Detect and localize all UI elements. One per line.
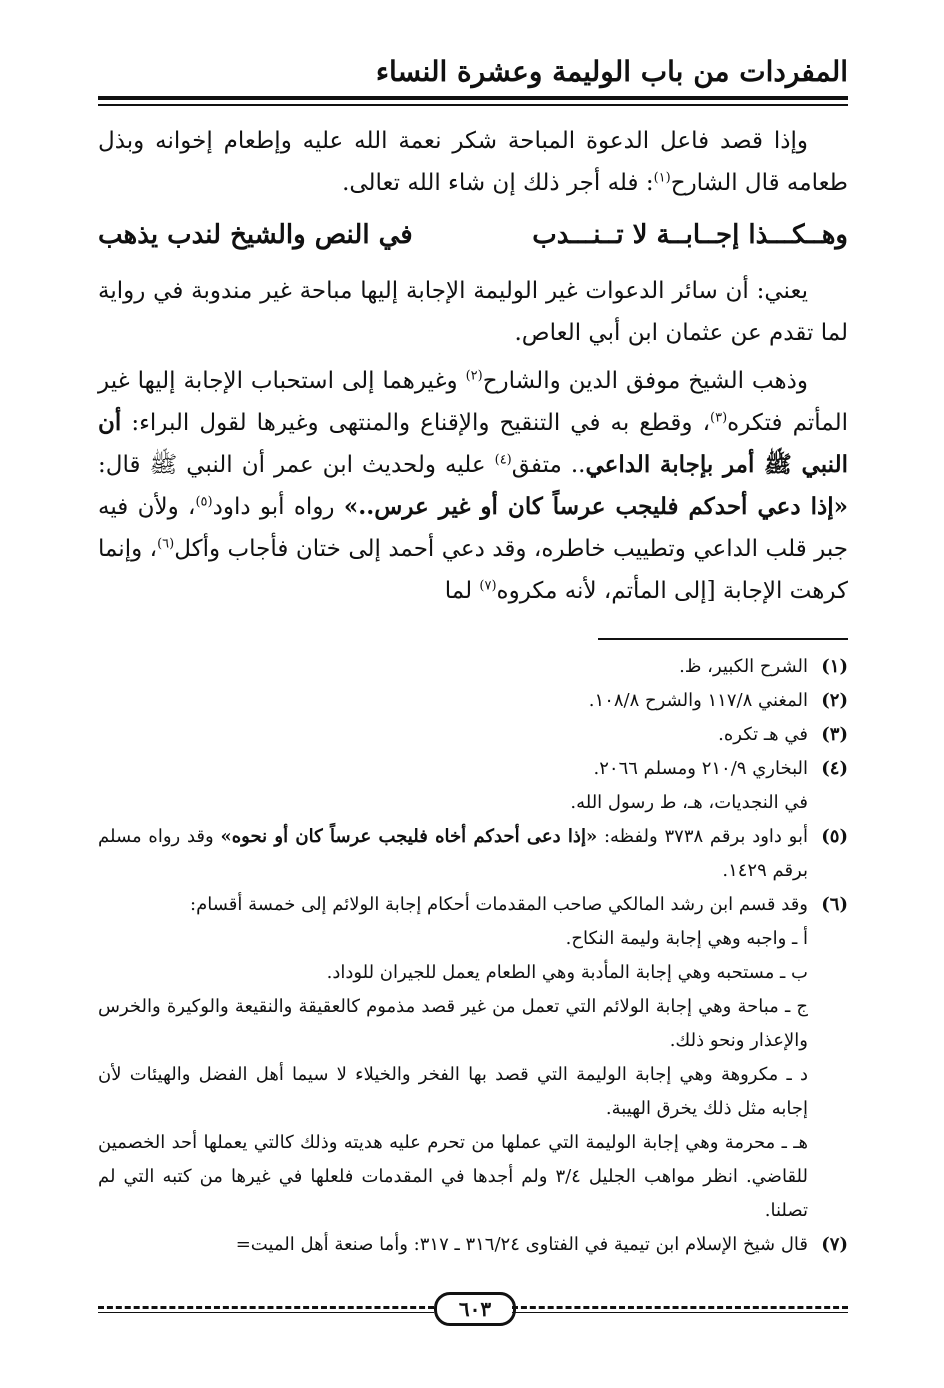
footnote-7	[98, 1228, 848, 1262]
footnote-text: البخاري ٢١٠/٩ ومسلم ٢٠٦٦.	[593, 758, 808, 779]
para2-text: يعني: أن سائر الدعوات غير الوليمة الإجابة إليها مباحة غير مندوبة في رواية لما تقدم عن عثمان ابن أبي العاص.	[98, 278, 848, 346]
footnote-4	[98, 752, 848, 820]
footnote-hadith-quote: «إذا دعى أحدكم أخاه فليجب عرساً كان أو نحوه»	[220, 826, 598, 847]
footer-thin-rule-right	[512, 1312, 848, 1313]
paragraph-3	[98, 360, 848, 612]
para3-text-b: وغيرهما إلى استحباب الإجابة إليها غير المأتم فتكره	[98, 368, 848, 436]
para1-text-b: : فله أجر ذلك إن شاء الله تعالى.	[342, 170, 654, 196]
footnote-6	[98, 888, 848, 1228]
footnote-text: في هـ تكره.	[718, 724, 808, 745]
footnote-text: وقد قسم ابن رشد المالكي صاحب المقدمات أحكام إجابة الولائم إلى خمسة أقسام:	[190, 894, 808, 915]
paragraph-2	[98, 270, 848, 354]
footnote-number: (٦)	[821, 894, 848, 915]
hadith-quote-2: «إذا دعي أحدكم فليجب عرساً كان أو غير عرس..»	[343, 493, 848, 520]
footnote-ref-3[interactable]: (٣)	[710, 410, 728, 426]
para3-text-g: ، ولأن فيه جبر قلب الداعي وتطييب خاطره، وقد دعي أحمد إلى ختان فأجاب وأكل	[98, 494, 848, 562]
footnote-number: (٢)	[821, 690, 848, 711]
para3-text-e: عليه ولحديث ابن عمر أن النبي ﷺ قال:	[98, 452, 495, 478]
header-rule-thin	[98, 104, 848, 106]
footnote-separator	[598, 638, 848, 640]
footnote-ref-4[interactable]: (٤)	[494, 452, 512, 468]
footnote-ref-2[interactable]: (٢)	[465, 368, 483, 384]
footnote-ref-1[interactable]: (١)	[653, 170, 671, 186]
running-header-title: المفردات من باب الوليمة وعشرة النساء	[375, 55, 848, 88]
footnote-list-item: ب ـ مستحبه وهي إجابة المأدبة وهي الطعام يعمل للجيران للوداد.	[326, 962, 808, 983]
footer-thin-rule-left	[98, 1312, 434, 1313]
para3-text-a: وذهب الشيخ موفق الدين والشارح	[482, 368, 808, 394]
footnote-number: (٤)	[821, 758, 848, 779]
footnote-text: قال شيخ الإسلام ابن تيمية في الفتاوى ٣١٦/٢٤ ـ ٣١٧: وأما صنعة أهل الميت=	[235, 1234, 808, 1255]
footnote-1	[98, 650, 848, 684]
footnote-5	[98, 820, 848, 888]
verse-second-hemistich: في النص والشيخ لندب يذهب	[98, 220, 413, 250]
paragraph-1	[98, 120, 848, 204]
footnote-ref-7[interactable]: (٧)	[479, 578, 497, 594]
footnote-ref-6[interactable]: (٦)	[157, 536, 175, 552]
page-number: ٦٠٣	[434, 1292, 516, 1326]
footnote-list-item: ج ـ مباحة وهي إجابة الولائم التي تعمل من غير قصد مذموم كالعقيقة والنقيعة والوكيرة والخرس والإعذار ونحو ذلك.	[98, 996, 808, 1051]
footer-dashed-rule-left	[98, 1306, 434, 1309]
page-footer	[98, 1290, 848, 1324]
para3-text-f: رواه أبو داود	[212, 494, 344, 520]
verse-first-hemistich: وهــكـــذا إجــابــة لا تــنـــدب	[532, 220, 848, 250]
footnote-number: (١)	[821, 656, 848, 677]
footnote-number: (٧)	[821, 1234, 848, 1255]
footnote-extra-line: في النجديات، هـ، ط رسول الله.	[570, 792, 808, 813]
footnote-text: الشرح الكبير، ظ.	[679, 656, 808, 677]
footnotes	[98, 650, 848, 1262]
footnote-list-item: أ ـ واجبه وهي إجابة وليمة النكاح.	[565, 928, 808, 949]
para3-text-d: .. متفق	[511, 452, 586, 478]
footnote-text: المغني ١١٧/٨ والشرح ١٠٨/٨.	[588, 690, 808, 711]
para3-text-i: لما	[444, 578, 480, 604]
header-rule-thick	[98, 96, 848, 100]
footnote-ref-5[interactable]: (٥)	[195, 494, 213, 510]
footnote-text: أبو داود برقم ٣٧٣٨ ولفظه:	[597, 826, 808, 847]
verse-line	[98, 212, 848, 258]
footnote-2	[98, 684, 848, 718]
footer-dashed-rule-right	[512, 1306, 848, 1309]
para3-text-c: ، وقطع به في التنقيح والإقناع والمنتهى وغيرها لقول البراء:	[121, 410, 710, 436]
hadith-quote-1: أن النبي ﷺ أمر بإجابة الداعي	[98, 409, 848, 478]
para1-text-a: وإذا قصد فاعل الدعوة المباحة شكر نعمة الله عليه وإطعام إخوانه وبذل طعامه قال الشارح	[98, 128, 848, 196]
footnote-number: (٣)	[821, 724, 848, 745]
footnote-3	[98, 718, 848, 752]
footnote-number: (٥)	[821, 826, 848, 847]
footnote-list-item: د ـ مكروهة وهي إجابة الوليمة التي قصد بها الفخر والخيلاء لا سيما أهل الفضل والهيئات لأن إجابه مثل ذلك يخرق الهيبة.	[98, 1064, 808, 1119]
footnote-list-item: هـ ـ محرمة وهي إجابة الوليمة التي عملها من تحرم عليه هديته وذلك كالتي يعملها أحد الخصمين للقاضي. انظر مواهب الجليل ٣/٤ ولم أجدها في المقدمات فلعلها في غيرها من كتبه التي لم تصلنا.	[98, 1132, 808, 1221]
para3-text-h: ، وإنما كرهت الإجابة [إلى المأتم، لأنه مكروه	[98, 536, 848, 604]
footnote-text-post: وقد رواه مسلم برقم ١٤٢٩.	[98, 826, 808, 881]
